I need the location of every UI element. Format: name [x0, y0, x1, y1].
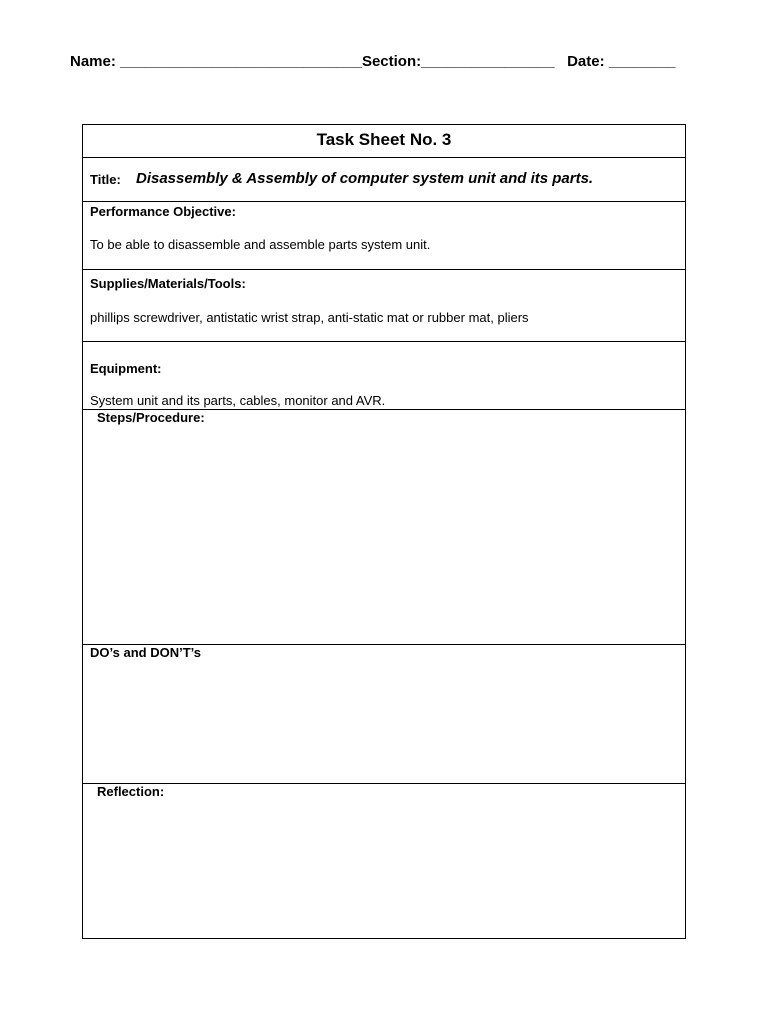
equipment-text: System unit and its parts, cables, monitor and AVR. — [90, 393, 386, 408]
performance-objective-text: To be able to disassemble and assemble parts system unit. — [90, 237, 431, 252]
equipment-row — [83, 342, 685, 410]
supplies-text: phillips screwdriver, antistatic wrist strap, anti-static mat or rubber mat, pliers — [90, 310, 529, 325]
supplies-row — [83, 270, 685, 342]
sheet-title: Task Sheet No. 3 — [316, 130, 452, 149]
performance-objective-row — [83, 202, 685, 270]
sheet-title-row — [83, 125, 685, 158]
performance-objective-label: Performance Objective: — [90, 204, 236, 219]
dos-donts-label: DO’s and DON’T’s — [90, 645, 201, 660]
supplies-label: Supplies/Materials/Tools: — [90, 276, 246, 291]
title-row — [83, 158, 685, 202]
equipment-label: Equipment: — [90, 361, 162, 376]
reflection-row — [83, 784, 685, 938]
title-label: Title: — [90, 172, 121, 187]
steps-procedure-row — [83, 410, 685, 645]
name-section-date-line: Name: _____________________________Section:________________ Date: ________ — [70, 53, 676, 70]
title-value: Disassembly & Assembly of computer system unit and its parts. — [136, 170, 594, 187]
reflection-label: Reflection: — [97, 784, 165, 799]
steps-procedure-label: Steps/Procedure: — [97, 410, 205, 425]
dos-donts-row — [83, 645, 685, 784]
task-sheet — [82, 124, 686, 939]
